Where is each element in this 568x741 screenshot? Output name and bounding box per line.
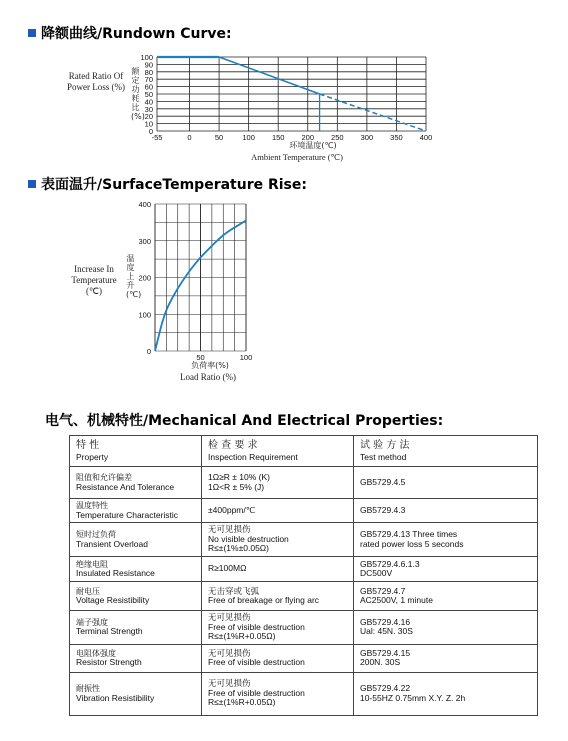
- y-tick-label: 20: [144, 112, 153, 122]
- rundown-curve-title-text: 降额曲线/Rundown Curve:: [41, 26, 232, 42]
- table-row: [70, 672, 538, 715]
- test-method-cell: GB5729.4.22 10-55HZ 0.75mm X.Y. Z. 2h: [354, 672, 538, 715]
- property-cell: 电阻体强度 Resistor Strength: [70, 644, 202, 672]
- y-tick-label: 300: [138, 236, 151, 246]
- table-row: [70, 523, 538, 557]
- rundown-xlabel-zh: 环境温度(℃): [289, 141, 337, 150]
- rundown-xlabel-en: Ambient Temperature (℃): [251, 152, 343, 162]
- temperature-rise-title: [28, 174, 307, 194]
- bullet-square-icon: [28, 29, 36, 37]
- rundown-chart: [140, 50, 440, 150]
- y-tick-label: 60: [144, 82, 153, 92]
- x-tick-label: 400: [419, 133, 433, 142]
- test-method-cell: GB5729.4.13 Three times rated power loss 5 seconds: [354, 523, 538, 557]
- x-tick-label: 300: [360, 133, 374, 142]
- requirement-cell: 1Ω≥R ± 10% (K) 1Ω<R ± 5% (J): [202, 467, 354, 499]
- requirement-cell: R≥100MΩ: [202, 557, 354, 582]
- requirement-cell: 无可见损伤 Free of visible destruction R≤±(1%R+0.05Ω): [202, 672, 354, 715]
- temperature-rise-chart: [132, 196, 262, 364]
- property-cell: 耐振性 Vibration Resistibility: [70, 672, 202, 715]
- requirement-cell: ±400ppm/℃: [202, 499, 354, 523]
- x-tick-label: 100: [242, 133, 255, 142]
- temprise-xlabel-zh: 负荷率(%): [191, 361, 229, 370]
- x-tick-label: 350: [390, 133, 403, 142]
- temprise-ylabel-en: Increase In Temperature (℃): [71, 264, 117, 296]
- x-tick-label: 200: [301, 133, 315, 142]
- test-method-cell: GB5729.4.7 AC2500V, 1 minute: [354, 582, 538, 611]
- test-method-cell: GB5729.4.6.1.3 DC500V: [354, 557, 538, 582]
- requirement-cell: 无击穿或飞弧 Free of breakage or flying arc: [202, 582, 354, 611]
- properties-table: [69, 435, 538, 716]
- test-method-cell: GB5729.4.5: [354, 467, 538, 499]
- y-tick-label: 0: [146, 347, 151, 356]
- y-tick-label: 0: [148, 127, 153, 136]
- x-tick-label: -55: [151, 133, 163, 142]
- x-tick-label: 250: [331, 133, 344, 142]
- header-inspection: 检 查 要 求 Inspection Requirement: [202, 436, 354, 467]
- table-row: [70, 467, 538, 499]
- property-cell: 短时过负荷 Transient Overload: [70, 523, 202, 557]
- table-header-row: [70, 436, 538, 467]
- property-cell: 阻值和允许偏差 Resistance And Tolerance: [70, 467, 202, 499]
- x-tick-label: 150: [271, 133, 285, 142]
- header-test-method: 试 验 方 法 Test method: [354, 436, 538, 467]
- x-tick-label: 100: [239, 353, 253, 362]
- x-tick-label: 50: [214, 133, 224, 142]
- properties-table-body: [70, 467, 538, 716]
- table-row: [70, 582, 538, 611]
- table-row: [70, 611, 538, 645]
- x-tick-label: 50: [196, 353, 205, 362]
- y-tick-label: 30: [144, 104, 153, 114]
- series-line: [157, 57, 320, 94]
- y-tick-label: 100: [138, 310, 151, 320]
- table-row: [70, 499, 538, 523]
- property-cell: 端子强度 Terminal Strength: [70, 611, 202, 645]
- table-row: [70, 644, 538, 672]
- rundown-ylabel-zh: 额定功耗比(%): [131, 67, 145, 121]
- property-cell: 绝缘电阻 Insulated Resistance: [70, 557, 202, 582]
- header-property: 特 性 Property: [70, 436, 202, 467]
- test-method-cell: GB5729.4.3: [354, 499, 538, 523]
- temprise-xlabel-en: Load Ratio (%): [180, 372, 236, 382]
- temperature-rise-title-text: 表面温升/SurfaceTemperature Rise:: [41, 177, 307, 193]
- table-row: [70, 557, 538, 582]
- rundown-ylabel-en: Rated Ratio Of Power Loss (%): [67, 71, 125, 92]
- y-tick-label: 100: [140, 53, 153, 62]
- property-cell: 温度特性 Temperature Characteristic: [70, 499, 202, 523]
- requirement-cell: 无可见损伤 Free of visible destruction: [202, 644, 354, 672]
- bullet-square-icon: [28, 180, 36, 188]
- y-tick-label: 10: [144, 119, 153, 129]
- test-method-cell: GB5729.4.15 200N. 30S: [354, 644, 538, 672]
- y-tick-label: 50: [144, 90, 153, 99]
- y-tick-label: 40: [144, 97, 153, 107]
- test-method-cell: GB5729.4.16 Ual: 45N. 30S: [354, 611, 538, 645]
- x-tick-label: 0: [187, 133, 192, 142]
- y-tick-label: 90: [144, 60, 153, 70]
- temprise-ylabel-zh: 温度上升(℃): [126, 254, 142, 299]
- y-tick-label: 80: [144, 67, 153, 77]
- y-tick-label: 70: [144, 75, 153, 85]
- y-tick-label: 400: [138, 200, 151, 209]
- requirement-cell: 无可见损伤 Free of visible destruction R≤±(1%R+0.05Ω): [202, 611, 354, 645]
- properties-title: 电气、机械特性/Mechanical And Electrical Properties:: [45, 413, 444, 429]
- y-tick-label: 200: [138, 273, 151, 283]
- series-line-dashed: [320, 94, 426, 131]
- property-cell: 耐电压 Voltage Resistibility: [70, 582, 202, 611]
- rundown-curve-title: [28, 23, 232, 43]
- requirement-cell: 无可见损伤 No visible destruction R≤±(1%±0.05Ω): [202, 523, 354, 557]
